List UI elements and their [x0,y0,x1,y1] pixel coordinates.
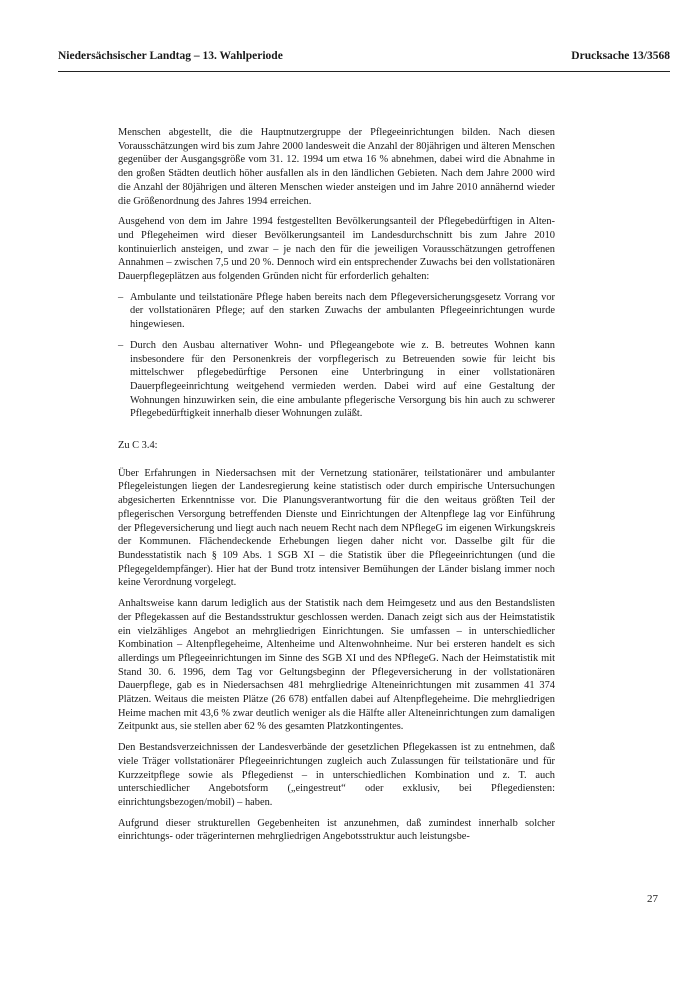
bullet-marker: – [118,291,124,303]
section-heading: Zu C 3.4: [118,440,158,452]
paragraph: Den Bestandsverzeichnissen der Landesverbände der gesetzlichen Pflegekassen ist zu entnehmen, daß viele Träger vollstationärer Pflegeeinrichtungen zugleich auch Zulassungen für teilstationäre und für Kurzzeitpflege sowie als Pflegedienst – in unterschiedlichen Kombination und z. T. auch unterschiedlicher Angebotsform („eingestreut“ oder exklusiv, bei Pflegediensten: einrichtungsbezogen/mobil) – haben. [118,742,555,808]
header-rule [58,71,670,72]
paragraph: Aufgrund dieser strukturellen Gegebenheiten ist anzunehmen, daß zumindest innerhalb solcher einrichtungs- oder trägerinternen mehrgliedrigen Angebotsstruktur auch leistungsbe- [118,817,555,843]
list-item-text: Ambulante und teilstationäre Pflege haben bereits nach dem Pflegeversicherungsgesetz Vorrang vor der vollstationären Pflege; auf den starken Zuwachs der ambulanten Pflegeeinrichtungen wurde hingewiesen. [130,291,555,331]
paragraph: Menschen abgestellt, die die Hauptnutzergruppe der Pflegeeinrichtungen bilden. Nach diesen Vorausschätzungen wird bis zum Jahre 2000 landesweit die Anzahl der 80jährigen und älteren Menschen gegenüber der Ausgangsgröße vom 31. 12. 1994 um etwa 16 % abnehmen, dabei wird die Abnahme in den großen Städten deutlich höher ausfallen als in den ländlichen Gebieten. Nach dem Jahre 2000 wird die Anzahl der 80jährigen und älteren Menschen wieder ansteigen und im Jahre 2010 annähernd wieder die Größenordnung des Jahres 1994 erreichen. [118,127,555,207]
bullet-marker: – [118,339,124,351]
paragraph: Ausgehend von dem im Jahre 1994 festgestellten Bevölkerungsanteil der Pflegebedürftigen in Alten- und Pflegeheimen wird dieser Bevölkerungsanteil im Landesdurchschnitt bis zum Jahre 2010 kontinuierlich ansteigen, und zwar – je nach den für die jeweiligen Vorausschätzungen getroffenen Annahmen – zwischen 7,5 und 20 %. Dennoch wird ein entsprechender Zuwachs bei den vollstationären Dauerpflegeplätzen aus folgenden Gründen nicht für erforderlich gehalten: [118,216,555,283]
document-number: Drucksache 13/3568 [571,50,670,62]
header-title: Niedersächsischer Landtag – 13. Wahlperiode [58,50,283,62]
list-item [118,291,555,332]
list-item [118,339,555,421]
paragraph: Anhaltsweise kann darum lediglich aus der Statistik nach dem Heimgesetz und aus den Bestandslisten der Pflegekassen auf die Bestandsstruktur geschlossen werden. Danach zeigt sich aus der Heimstatistik ein vielzähliges Angebot an mehrgliedrigen Einrichtungen. Sie umfassen – in unterschiedlicher Kombination – Altenpflegeheime, Altenheime und Altenwohnheime. Nur bei ersteren handelt es sich allerdings um Pflegeeinrichtungen im Sinne des SGB XI und des NPflegeG. Nach der Heimstatistik mit Stand 30. 6. 1996, dem Tag vor Geltungsbeginn der Pflegeversicherung in der vollstationären Dauerpflege, gab es in Niedersachsen 481 mehrgliedrige Alteneinrichtungen mit zusammen 41 374 Plätzen. Weitaus die meisten Plätze (26 678) entfallen dabei auf Altenpflegeheime. Die mehrgliedrigen Heime machen mit 43,6 % zwar deutlich weniger als die Hälfte aller Alteneinrichtungen zum damaligen Zeitpunkt aus, sie stellen aber 62 % des gesamten Platzkontingentes. [118,598,555,733]
document-body [118,126,555,851]
page-number: 27 [647,893,658,905]
page-header [58,50,670,62]
paragraph: Über Erfahrungen in Niedersachsen mit der Vernetzung stationärer, teilstationärer und ambulanter Pflegeleistungen liegen der Landesregierung keine statistisch oder durch empirische Untersuchungen abgesicherten Erkenntnisse vor. Die Planungsverantwortung für die den weitaus größten Teil der pflegerischen Versorgung betreffenden Dienste und Einrichtungen der Altenpflege lag vor Einführung der Pflegeversicherung und liegt auch nach neuem Recht nach dem NPflegeG im eigenen Wirkungskreis der Kommunen. Flächendeckende Erhebungen liegen daher nicht vor. Dasselbe gilt für die Bundesstatistik nach § 109 Abs. 1 SGB XI – die Statistik über die Pflegeeinrichtungen (und die Pflegegeldempfänger). Hier hat der Bund trotz intensiver Bemühungen der Länder bislang immer noch keine Verordnung vorgelegt. [118,467,555,589]
list-item-text: Durch den Ausbau alternativer Wohn- und Pflegeangebote wie z. B. betreutes Wohnen kann insbesondere für den Personenkreis der vorpflegerisch zu Betreuenden sowie für leicht bis mittelschwer pflegebedürftige Personen eine Unterbringung in einer vollstationären Dauerpflegeeinrichtung weitgehend vermieden werden. Dabei wird auf eine Gestaltung der Wohnungen hinzuwirken sein, die eine ambulante pflegerische Versorgung bis hin auch zu schwerer Pflegebedürftigkeit innerhalb dieser Wohnungen zuläßt. [130,339,555,420]
